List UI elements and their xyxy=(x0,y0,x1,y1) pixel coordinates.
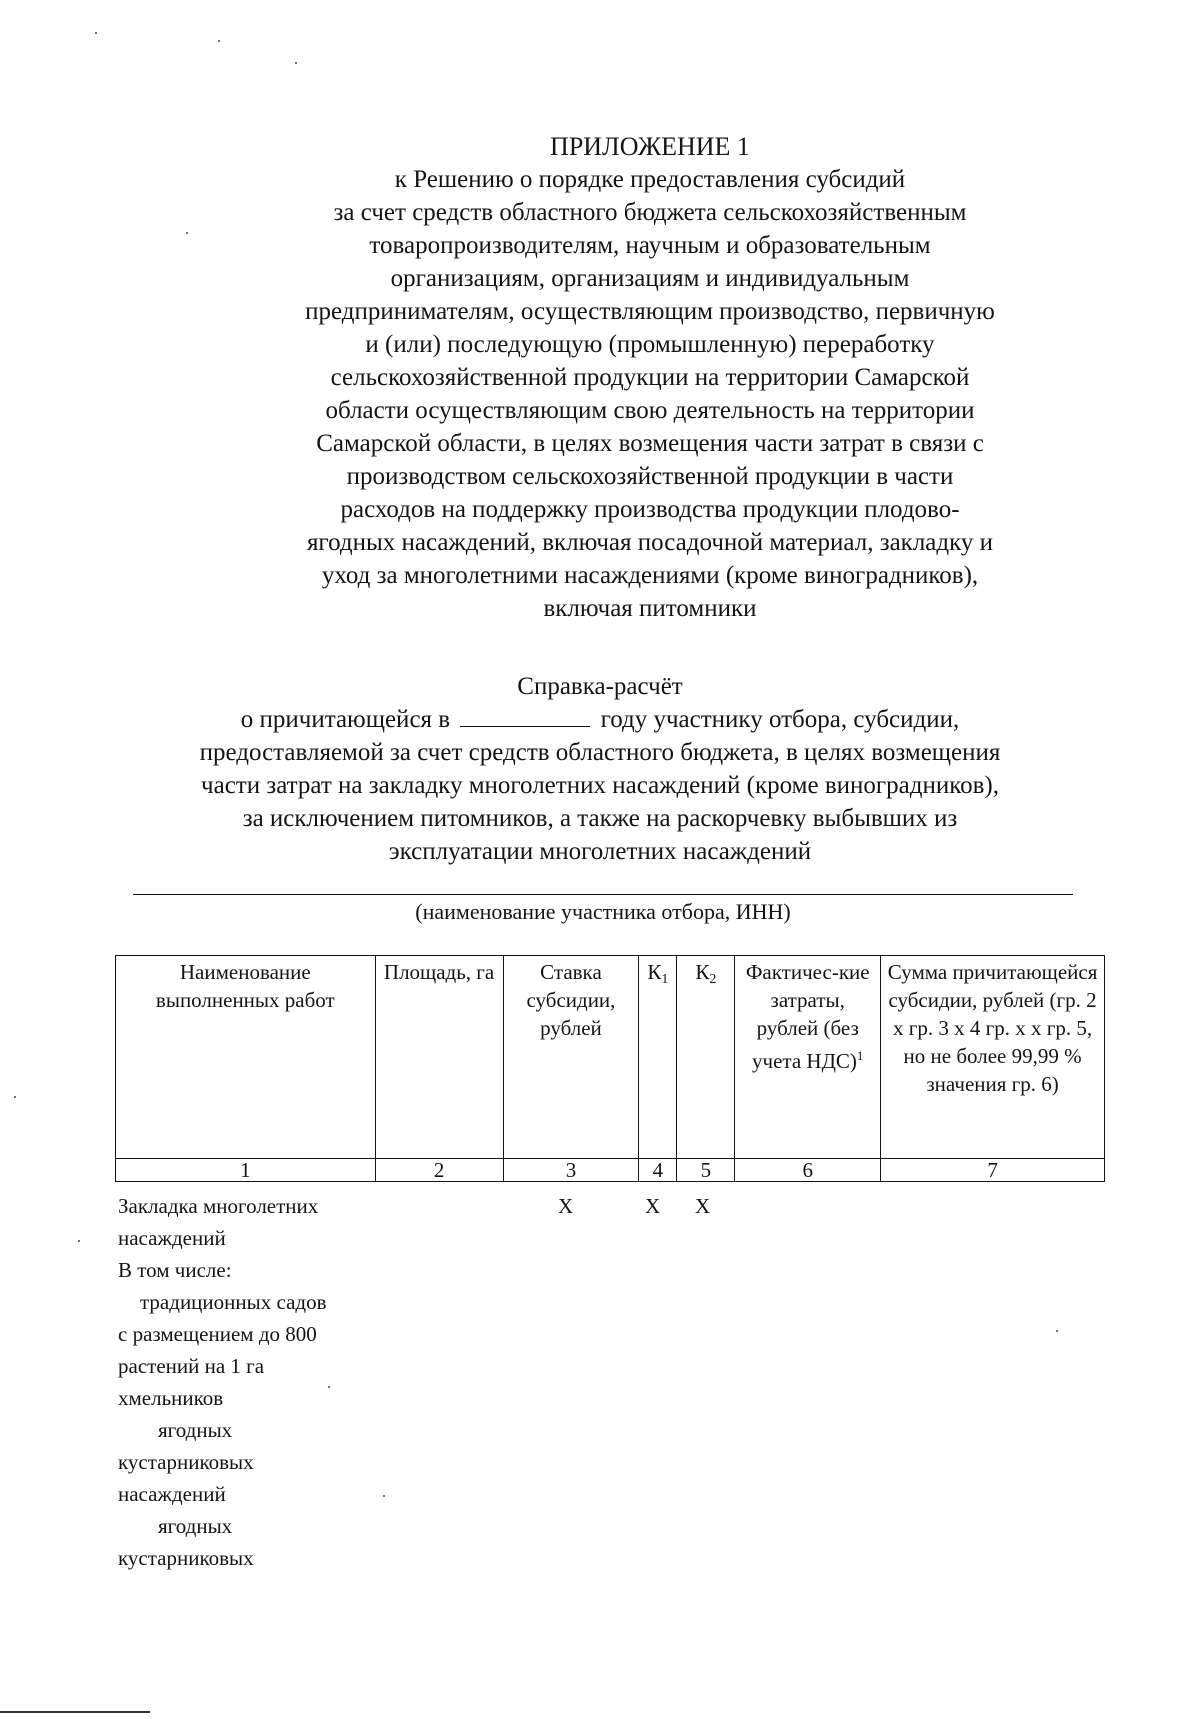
row-label: растений на 1 га xyxy=(118,1354,265,1378)
header-k2 xyxy=(677,956,735,1159)
certificate-line: части затрат на закладку многолетних насаждений (кроме виноградников), xyxy=(201,772,999,799)
certificate-line: предоставляемой за счет средств областного бюджета, в целях возмещения xyxy=(199,739,1001,766)
participant-caption: (наименование участника отбора, ИНН) xyxy=(415,899,791,924)
appendix-heading xyxy=(200,130,1100,625)
heading-line: расходов на поддержку производства продукции плодово- xyxy=(340,496,960,523)
table-header-row xyxy=(116,956,1105,1159)
certificate-heading xyxy=(100,670,1100,868)
x-mark-rate: Х xyxy=(558,1194,574,1218)
actual-costs-text: Фактичес-кие затраты, рублей (без учета НДС) xyxy=(745,960,870,1073)
column-number-row xyxy=(116,1159,1105,1182)
heading-line: сельскохозяйственной продукции на территории Самарской xyxy=(330,364,970,391)
scan-speck xyxy=(186,232,188,234)
participant-name-line xyxy=(133,894,1073,895)
list-item xyxy=(118,1542,1108,1574)
certificate-title: Справка-расчёт xyxy=(517,673,683,700)
scan-speck xyxy=(78,1240,80,1242)
list-item xyxy=(118,1478,1108,1510)
list-item xyxy=(118,1350,1108,1382)
certificate-line-start: о причитающейся в xyxy=(240,706,451,733)
header-work-name: Наименование выполненных работ xyxy=(116,956,376,1159)
certificate-line: эксплуатации многолетних насаждений xyxy=(388,838,812,865)
heading-line: включая питомники xyxy=(543,595,757,622)
list-item xyxy=(118,1190,1108,1222)
row-label: насаждений xyxy=(118,1482,226,1506)
heading-line: и (или) последующую (промышленную) переработку xyxy=(365,331,935,358)
row-label: насаждений xyxy=(118,1226,226,1250)
heading-line: предпринимателям, осуществляющим производство, первичную xyxy=(305,298,995,325)
list-item xyxy=(118,1254,1108,1286)
heading-line: организациям, организациям и индивидуальным xyxy=(390,265,910,292)
appendix-title: ПРИЛОЖЕНИЕ 1 xyxy=(550,132,750,161)
row-label: ягодных xyxy=(158,1418,233,1442)
footnote-mark: 1 xyxy=(856,1048,864,1063)
k2-index: 2 xyxy=(709,972,717,987)
heading-line: к Решению о порядке предоставления субсидий xyxy=(394,166,906,193)
column-number: 4 xyxy=(639,1159,677,1182)
list-item xyxy=(118,1382,1108,1414)
scan-speck xyxy=(1056,1330,1058,1332)
heading-line: уход за многолетними насаждениями (кроме виноградников), xyxy=(321,562,979,589)
list-item xyxy=(118,1446,1108,1478)
row-label: кустарниковых xyxy=(118,1450,254,1474)
row-label: Закладка многолетних xyxy=(118,1194,319,1218)
row-label: В том числе: xyxy=(118,1258,232,1282)
heading-line: ягодных насаждений, включая посадочной материал, закладку и xyxy=(306,529,994,556)
header-k1 xyxy=(639,956,677,1159)
row-label: с размещением до 800 xyxy=(118,1322,317,1346)
k2-letter: К xyxy=(695,960,710,984)
heading-line: за счет средств областного бюджета сельскохозяйственным xyxy=(333,199,967,226)
row-label: кустарниковых xyxy=(118,1546,254,1570)
scan-speck xyxy=(328,1386,330,1388)
scan-edge-line xyxy=(0,1711,150,1713)
k1-letter: К xyxy=(647,960,662,984)
heading-line: производством сельскохозяйственной продукции в части xyxy=(346,463,954,490)
header-rate: Ставка субсидии, рублей xyxy=(503,956,639,1159)
heading-line: товаропроизводителям, научным и образовательным xyxy=(369,232,931,259)
scan-speck xyxy=(95,32,97,34)
work-rows xyxy=(118,1190,1108,1574)
certificate-line xyxy=(100,703,1100,736)
list-item xyxy=(118,1414,1108,1446)
row-label: ягодных xyxy=(158,1514,233,1538)
scan-speck xyxy=(14,1096,16,1098)
k1-index: 1 xyxy=(661,972,669,987)
header-actual-costs xyxy=(735,956,881,1159)
column-number: 6 xyxy=(735,1159,881,1182)
heading-line: области осуществляющим свою деятельность на территории xyxy=(325,397,975,424)
year-blank-field xyxy=(460,704,590,727)
scan-speck xyxy=(295,62,297,64)
list-item xyxy=(118,1286,1108,1318)
column-number: 2 xyxy=(375,1159,503,1182)
header-subsidy-sum: Сумма причитающейся субсидии, рублей (гр. 2 х гр. 3 х 4 гр. х х гр. 5, но не более 99,99 % значения гр. 6) xyxy=(881,956,1105,1159)
column-number: 7 xyxy=(881,1159,1105,1182)
certificate-line-end: году участнику отбора, субсидии, xyxy=(600,706,960,733)
scan-speck xyxy=(218,40,220,42)
row-label: традиционных садов xyxy=(140,1290,327,1314)
x-mark-k2: Х xyxy=(695,1194,711,1218)
subsidy-table xyxy=(115,955,1105,1182)
certificate-line: за исключением питомников, а также на раскорчевку выбывших из xyxy=(242,805,958,832)
list-item xyxy=(118,1222,1108,1254)
row-label: хмельников xyxy=(118,1386,224,1410)
column-number: 3 xyxy=(503,1159,639,1182)
column-number: 1 xyxy=(116,1159,376,1182)
x-mark-k1: Х xyxy=(645,1194,661,1218)
list-item xyxy=(118,1318,1108,1350)
scan-speck xyxy=(383,1495,385,1497)
heading-line: Самарской области, в целях возмещения части затрат в связи с xyxy=(316,430,984,457)
header-area: Площадь, га xyxy=(375,956,503,1159)
list-item xyxy=(118,1510,1108,1542)
column-number: 5 xyxy=(677,1159,735,1182)
